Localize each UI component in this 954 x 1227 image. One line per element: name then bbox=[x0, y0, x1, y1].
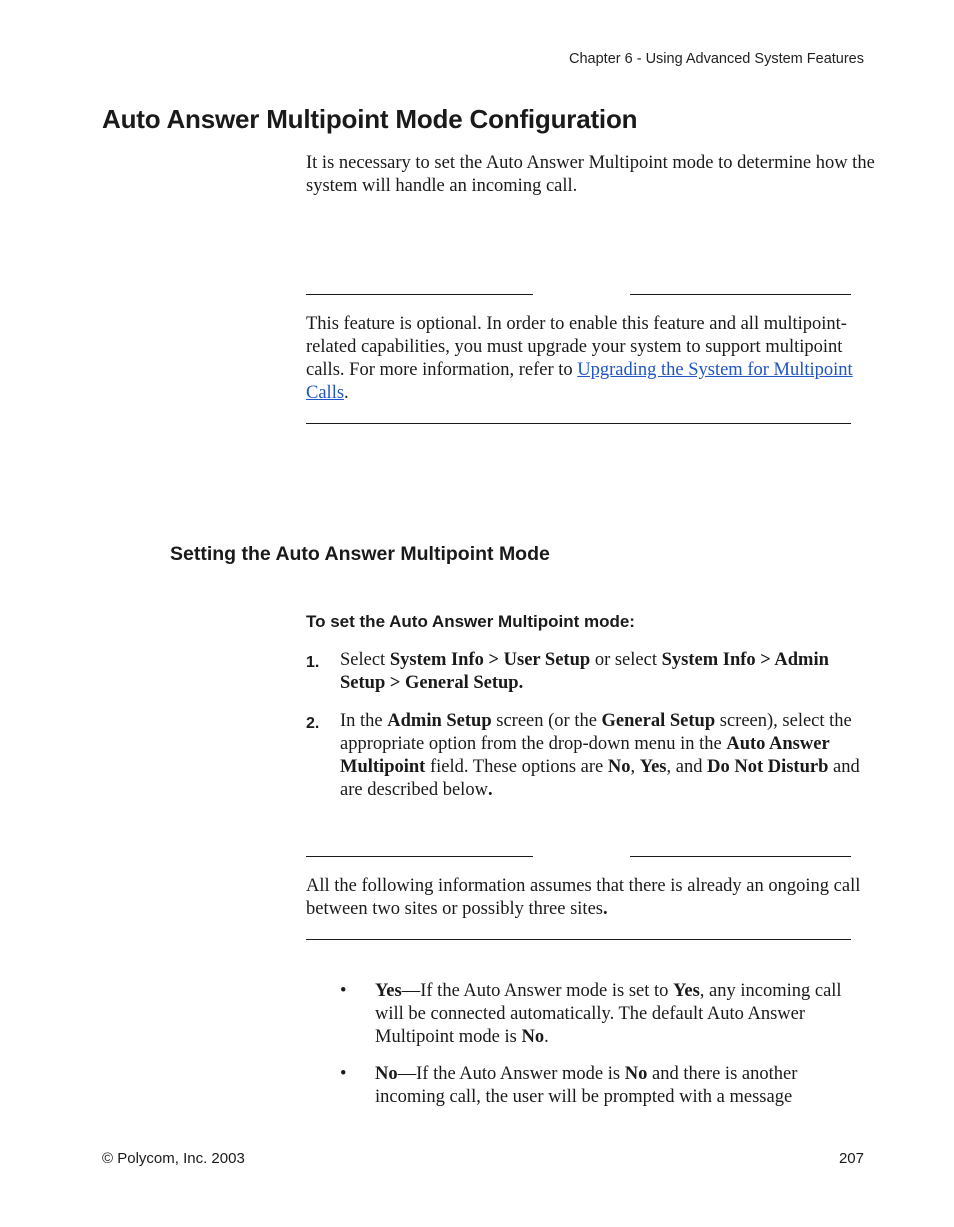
note-text: All the following information assumes that there is already an ongoing call between two sites or possibly three sites bbox=[306, 876, 861, 919]
step-text-part: screen), select the appropriate option from the drop-down menu in the bbox=[340, 711, 852, 754]
step-item bbox=[306, 710, 876, 802]
bullet-text-part: —If the Auto Answer mode is set to bbox=[401, 981, 674, 1001]
note-text-end: . bbox=[344, 383, 349, 403]
note-rule-bottom bbox=[306, 423, 851, 424]
note-text-end: . bbox=[602, 899, 608, 919]
step-ui-term: Admin Setup bbox=[387, 711, 492, 731]
step-ui-path: System Info > Admin Setup > General Setup. bbox=[340, 650, 829, 693]
note-paragraph bbox=[306, 875, 866, 921]
bullet-item-yes bbox=[340, 980, 870, 1049]
step-ui-term: No bbox=[607, 757, 631, 777]
note-text: This feature is optional. In order to enable this feature and all multipoint-related capabilities, you must upgrade your system to support multipoint calls. For more information, refer to bbox=[306, 314, 847, 380]
bullet-item-no bbox=[340, 1063, 870, 1109]
bullet-text-part: and there is another incoming call, the user will be prompted with a message bbox=[375, 1064, 798, 1107]
note-paragraph bbox=[306, 313, 874, 405]
bullet-icon: • bbox=[340, 981, 347, 1001]
bullet-text-part: . bbox=[544, 1027, 549, 1047]
step-text-part: Select bbox=[340, 650, 390, 670]
intro-paragraph: It is necessary to set the Auto Answer Multipoint mode to determine how the system will handle an incoming call. bbox=[306, 153, 875, 196]
option-term: No bbox=[521, 1027, 545, 1047]
step-item bbox=[306, 649, 876, 695]
page-number: 207 bbox=[838, 1150, 864, 1167]
option-term: Yes bbox=[375, 981, 402, 1001]
subsection-title: Setting the Auto Answer Multipoint Mode bbox=[170, 543, 550, 565]
bullet-text bbox=[375, 980, 870, 1049]
note-rule-top-right bbox=[630, 294, 851, 295]
step-number: 2. bbox=[306, 715, 320, 732]
option-term: Yes bbox=[673, 981, 700, 1001]
procedure-heading: To set the Auto Answer Multipoint mode: bbox=[306, 612, 635, 631]
step-ui-term: Yes bbox=[639, 757, 667, 777]
step-ui-term: General Setup bbox=[601, 711, 716, 731]
bullet-icon: • bbox=[340, 1064, 347, 1084]
note-rule-bottom bbox=[306, 939, 851, 940]
step-text-part: and are described below bbox=[340, 757, 860, 800]
step-text bbox=[340, 649, 876, 695]
step-ui-term: Auto Answer Multipoint bbox=[340, 734, 830, 777]
step-text-part: In the bbox=[340, 711, 388, 731]
step-text-part: , bbox=[630, 757, 640, 777]
note-rule-top-right bbox=[630, 856, 851, 857]
note-rule-top-left bbox=[306, 856, 533, 857]
note-rule-top-left bbox=[306, 294, 533, 295]
footer-copyright: © Polycom, Inc. 2003 bbox=[102, 1150, 245, 1167]
step-text bbox=[340, 710, 876, 802]
step-ui-term: Do Not Disturb bbox=[707, 757, 829, 777]
option-term: No bbox=[624, 1064, 648, 1084]
step-text-part: or select bbox=[590, 650, 662, 670]
section-title: Auto Answer Multipoint Mode Configuration bbox=[102, 104, 638, 134]
step-text-end: . bbox=[487, 780, 493, 800]
step-number: 1. bbox=[306, 654, 320, 671]
step-text-part: , and bbox=[666, 757, 708, 777]
step-text-part: field. These options are bbox=[425, 757, 608, 777]
running-header: Chapter 6 - Using Advanced System Features bbox=[569, 51, 864, 67]
bullet-text-part: —If the Auto Answer mode is bbox=[397, 1064, 625, 1084]
step-ui-path: System Info > User Setup bbox=[389, 650, 591, 670]
upgrading-multipoint-link[interactable]: Upgrading the System for Multipoint Calls bbox=[306, 360, 853, 403]
step-text-part: screen (or the bbox=[491, 711, 602, 731]
bullet-text-part: , any incoming call will be connected automatically. The default Auto Answer Multipoint mode is bbox=[375, 981, 842, 1047]
bullet-text bbox=[375, 1063, 870, 1109]
option-term: No bbox=[375, 1064, 398, 1084]
